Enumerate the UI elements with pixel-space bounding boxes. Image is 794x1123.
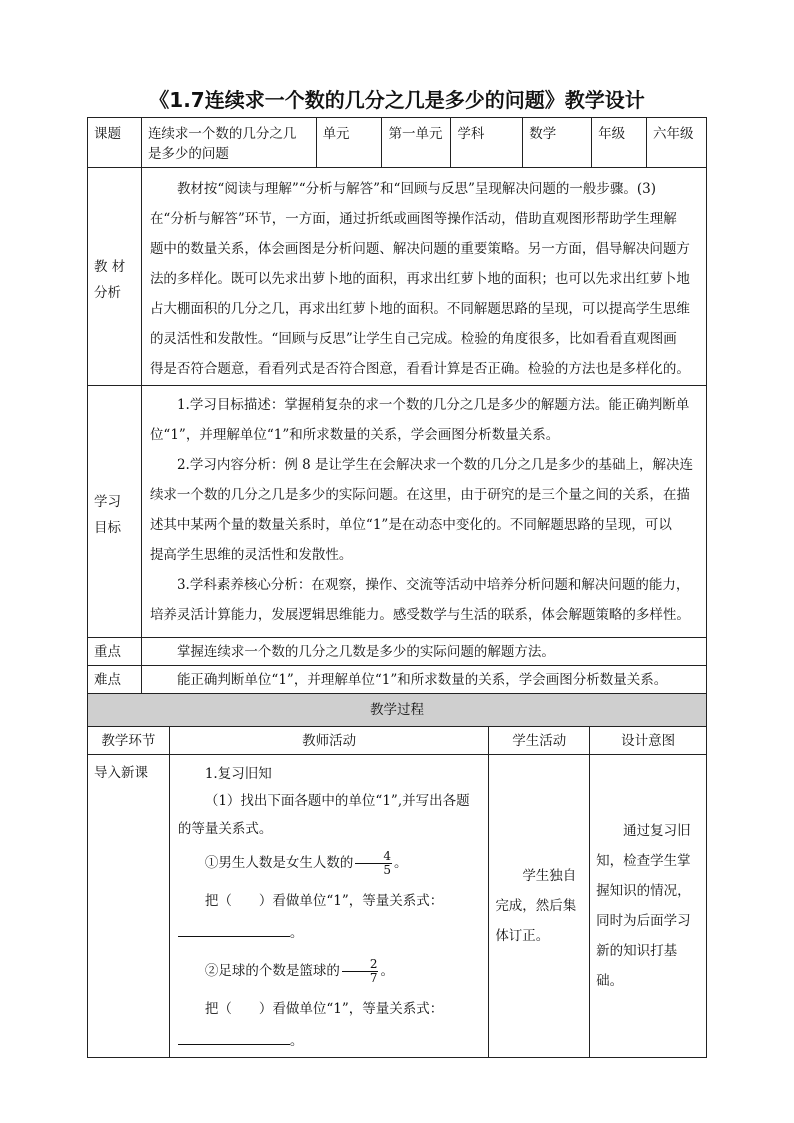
design-intent-cell: 通过复习旧 知，检查学生掌 握知识的情况， 同时为后面学习 新的知识打基础。 [590, 755, 707, 1058]
key-point-label: 重点 [88, 638, 142, 666]
item-2: ②足球的个数是篮球的 $\frac{2}{7}$ 。 [204, 957, 394, 985]
fraction-2-7: $\frac{2}{7}$ [342, 958, 379, 985]
objective-line: 述其中某两个量的数量关系时，单位“1”是在动态中变化的。不同解题思路的呈现，可以 [149, 517, 672, 533]
objective-line: 提高学生思维的灵活性和发散性。 [149, 547, 353, 563]
teacher-activity-cell [169, 755, 488, 1058]
objective-line: 续求一个数的几分之几是多少的实际问题。在这里，由于研究的是三个量之间的关系，在描 [149, 487, 690, 503]
fill-line: 把（ ）看做单位“1”，等量关系式： [204, 1001, 444, 1017]
col-student-header: 学生活动 [489, 727, 590, 755]
objective-line: 1.学习目标描述：掌握稍复杂的求一个数的几分之几是多少的解题方法。能正确判断单 [176, 397, 690, 413]
stage-cell: 导入新课 [88, 755, 170, 1058]
objective-line: 培养灵活计算能力，发展逻辑思维能力。感受数学与生活的联系，体会解题策略的多样性。 [149, 607, 690, 623]
fill-line: 把（ ）看做单位“1”，等量关系式： [204, 893, 444, 909]
analysis-label: 教 材分析 [88, 168, 142, 386]
col-teacher-header: 教师活动 [169, 727, 488, 755]
analysis-line: 占大棚面积的几分之几，再求出红萝卜地的面积。不同解题思路的呈现，可以提高学生思维 [149, 301, 690, 317]
difficulty-text: 能正确判断单位“1”，并理解单位“1”和所求数量的关系，学会画图分析数量关系。 [141, 666, 706, 694]
difficulty-label: 难点 [88, 666, 142, 694]
answer-blank-row: 。 [178, 917, 484, 949]
subject-label: 学科 [451, 118, 523, 168]
lesson-info-table [87, 117, 707, 694]
analysis-line: 法的多样化。既可以先求出萝卜地的面积，再求出红萝卜地的面积；也可以先求出红萝卜地 [149, 271, 690, 287]
question-line: 的等量关系式。 [177, 821, 273, 837]
subject-value: 数学 [523, 118, 592, 168]
analysis-line: 的灵活性和发散性。“回顾与反思”让学生自己完成。检验的角度很多，比如看看直观图画 [149, 331, 677, 347]
col-stage-header: 教学环节 [88, 727, 170, 755]
topic-value: 连续求一个数的几分之几是多少的问题 [141, 118, 316, 168]
review-heading: 1.复习旧知 [204, 766, 272, 782]
objective-line: 2.学习内容分析：例 8 是让学生在会解决求一个数的几分之几是多少的基础上，解决连 [176, 457, 693, 473]
grade-label: 年级 [592, 118, 647, 168]
unit-value: 第一单元 [382, 118, 451, 168]
question-line: （1）找出下面各题中的单位“1”,并写出各题 [204, 793, 470, 809]
item-1-text: ①男生人数是女生人数的 [204, 855, 354, 871]
unit-label: 单元 [316, 118, 382, 168]
topic-label: 课题 [88, 118, 142, 168]
analysis-line: 教材按“阅读与理解”“分析与解答”和“回顾与反思”呈现解决问题的一般步骤。(3) [176, 181, 656, 197]
key-point-text: 掌握连续求一个数的几分之几数是多少的实际问题的解题方法。 [141, 638, 706, 666]
objectives-content [141, 386, 706, 638]
answer-blank[interactable] [178, 1032, 290, 1045]
answer-blank[interactable] [178, 924, 290, 937]
objective-line: 位“1”，并理解单位“1”和所求数量的关系，学会画图分析数量关系。 [149, 427, 560, 443]
page-title: 《1.7连续求一个数的几分之几是多少的问题》教学设计 [149, 88, 645, 112]
analysis-content [141, 168, 706, 386]
grade-value: 六年级 [647, 118, 707, 168]
analysis-line: 在“分析与解答”环节，一方面，通过折纸或画图等操作活动，借助直观图形帮助学生理解 [149, 211, 677, 227]
answer-blank-row: 。 [178, 1025, 484, 1057]
col-intent-header: 设计意图 [590, 727, 707, 755]
objectives-label: 学习目标 [88, 386, 142, 638]
objective-line: 3.学科素养核心分析：在观察，操作、交流等活动中培养分析问题和解决问题的能力， [176, 577, 690, 593]
process-section-title: 教学过程 [88, 694, 707, 727]
student-activity-cell: 学生独自 完成，然后集 体订正。 [489, 755, 590, 1058]
fraction-4-5: $\frac{4}{5}$ [355, 850, 392, 877]
item-1: ①男生人数是女生人数的 $\frac{4}{5}$ 。 [204, 849, 408, 877]
analysis-line: 题中的数量关系，体会画图是分析问题、解决问题的重要策略。另一方面，倡导解决问题方 [149, 241, 690, 257]
item-2-text: ②足球的个数是篮球的 [204, 963, 340, 979]
analysis-line: 得是否符合题意，看看列式是否符合图意，看看计算是否正确。检验的方法也是多样化的。 [149, 361, 690, 377]
teaching-process-table [87, 693, 707, 1058]
